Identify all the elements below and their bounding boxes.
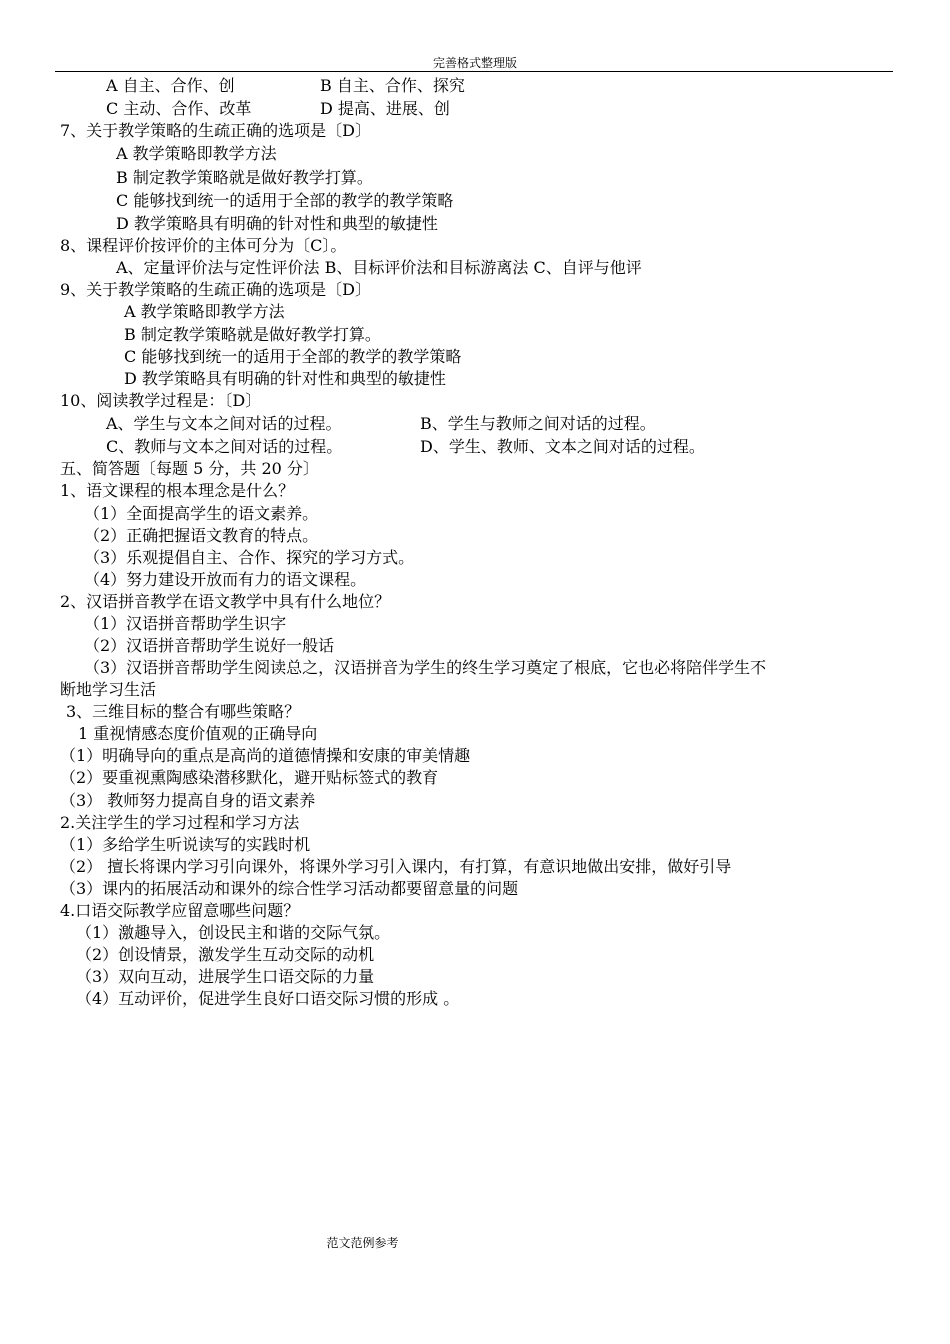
q9-option-b: B 制定教学策略就是做好教学打算。 xyxy=(124,325,381,344)
sa4-point-3: （3）双向互动，进展学生口语交际的力量 xyxy=(76,967,375,986)
q7-option-a: A 教学策略即教学方法 xyxy=(116,144,277,163)
sa4-question: 4.口语交际教学应留意哪些问题？ xyxy=(60,901,300,920)
sa1-point-4: （4）努力建设开放而有力的语文课程。 xyxy=(84,570,367,589)
header-divider xyxy=(55,71,893,72)
sa1-point-3: （3）乐观提倡自主、合作、探究的学习方式。 xyxy=(84,548,415,567)
sa4-point-2: （2）创设情景，激发学生互动交际的动机 xyxy=(76,945,375,964)
q7-option-d: D 教学策略具有明确的针对性和典型的敏捷性 xyxy=(116,214,438,233)
q9-option-c: C 能够找到统一的适用于全部的教学的教学策略 xyxy=(124,347,462,366)
sa3-heading-2: 2.关注学生的学习过程和学习方法 xyxy=(60,813,300,832)
sa3-h2-point-1: （1）多给学生听说读写的实践时机 xyxy=(60,835,311,854)
q7-option-b: B 制定教学策略就是做好教学打算。 xyxy=(116,168,373,187)
q6-option-d: D 提高、进展、创 xyxy=(320,99,450,118)
sa3-heading-1: 1 重视情感态度价值观的正确导向 xyxy=(78,724,318,743)
q6-option-a: A 自主、合作、创 xyxy=(106,76,235,95)
q6-option-b: B 自主、合作、探究 xyxy=(320,76,465,95)
sa2-question: 2、汉语拼音教学在语文教学中具有什么地位？ xyxy=(60,592,391,611)
sa1-point-2: （2）正确把握语文教育的特点。 xyxy=(84,526,319,545)
q10-option-a: A、学生与文本之间对话的过程。 xyxy=(106,414,342,433)
q6-option-c: C 主动、合作、改革 xyxy=(106,99,252,118)
q8-options: A、定量评价法与定性评价法 B、目标评价法和目标游离法 C、自评与他评 xyxy=(116,258,642,277)
sa1-point-1: （1）全面提高学生的语文素养。 xyxy=(84,504,319,523)
sa4-point-4: （4）互动评价，促进学生良好口语交际习惯的形成 。 xyxy=(76,989,460,1008)
q10-option-c: C、教师与文本之间对话的过程。 xyxy=(106,437,343,456)
q10-option-b: B、学生与教师之间对话的过程。 xyxy=(420,414,656,433)
sa1-question: 1、语文课程的根本理念是什么？ xyxy=(60,481,295,500)
sa3-h2-point-3: （3）课内的拓展活动和课外的综合性学习活动都要留意量的问题 xyxy=(60,879,519,898)
sa2-point-3-continued: 断地学习生活 xyxy=(60,680,157,699)
q9-option-d: D 教学策略具有明确的针对性和典型的敏捷性 xyxy=(124,369,446,388)
page-header: 完善格式整理版 xyxy=(432,56,517,70)
sa3-h1-point-2: （2）要重视熏陶感染潜移默化，避开贴标签式的教育 xyxy=(60,768,439,787)
page-footer: 范文范例参考 xyxy=(326,1236,399,1250)
sa2-point-1: （1）汉语拼音帮助学生识字 xyxy=(84,614,287,633)
q9-option-a: A 教学策略即教学方法 xyxy=(124,302,285,321)
sa4-point-1: （1）激趣导入，创设民主和谐的交际气氛。 xyxy=(76,923,391,942)
sa2-point-3: （3）汉语拼音帮助学生阅读总之，汉语拼音为学生的终生学习奠定了根底，它也必将陪伴学生不 xyxy=(84,658,767,677)
sa3-h1-point-1: （1）明确导向的重点是高尚的道德情操和安康的审美情趣 xyxy=(60,746,471,765)
q9-question: 9、关于教学策略的生疏正确的选项是〔D〕 xyxy=(60,280,372,299)
sa3-question: 3、三维目标的整合有哪些策略？ xyxy=(66,702,301,721)
section-5-title: 五、简答题〔每题 5 分，共 20 分〕 xyxy=(60,459,319,478)
q10-question: 10、阅读教学过程是：〔D〕 xyxy=(60,391,262,410)
sa2-point-2: （2）汉语拼音帮助学生说好一般话 xyxy=(84,636,335,655)
sa3-h2-point-2: （2） 擅长将课内学习引向课外，将课外学习引入课内，有打算，有意识地做出安排，做好引导 xyxy=(60,857,732,876)
sa3-h1-point-3: （3） 教师努力提高自身的语文素养 xyxy=(60,791,316,810)
q8-question: 8、课程评价按评价的主体可分为〔C〕。 xyxy=(60,236,347,255)
q10-option-d: D、学生、教师、文本之间对话的过程。 xyxy=(420,437,705,456)
q7-option-c: C 能够找到统一的适用于全部的教学的教学策略 xyxy=(116,191,454,210)
q7-question: 7、关于教学策略的生疏正确的选项是〔D〕 xyxy=(60,121,372,140)
